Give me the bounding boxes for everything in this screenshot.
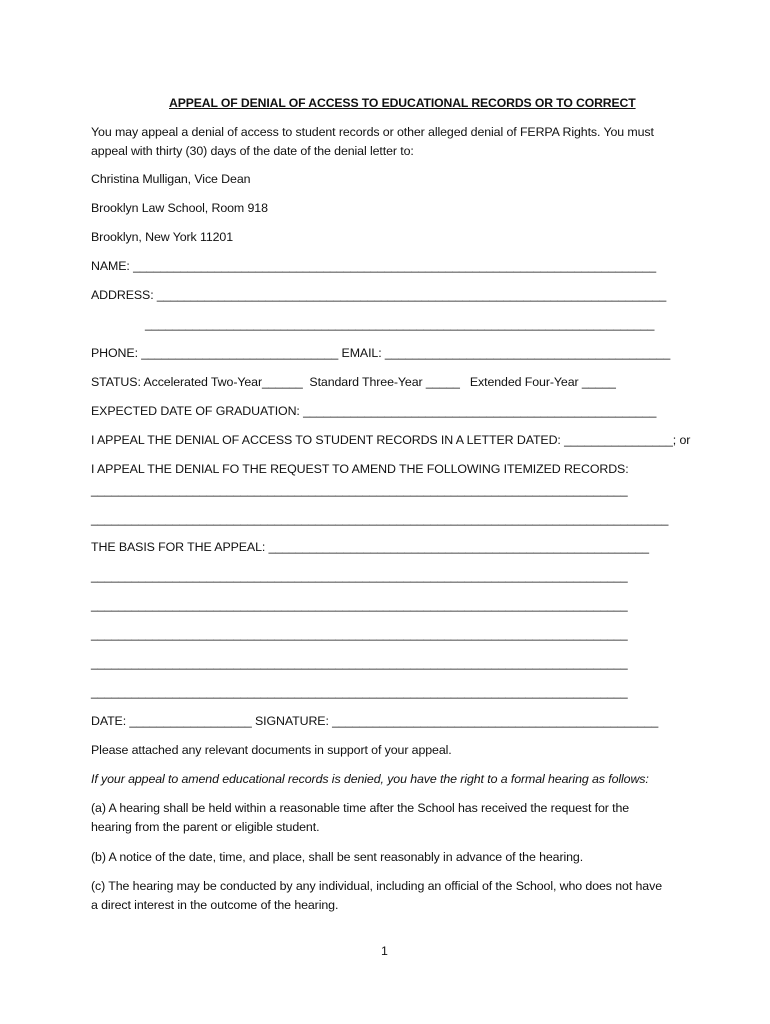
hearing-item-a: (a) A hearing shall be held within a reasonable time after the School has received the request for the hearing from the parent or eligible student.	[91, 801, 630, 834]
amend-records-line2[interactable]: _____________________________________________________________________________________	[91, 512, 669, 526]
contact-address-line2: Brooklyn, New York 11201	[91, 230, 234, 244]
name-field[interactable]: NAME: _____________________________________________________________________________	[91, 259, 656, 273]
address-field[interactable]: ADDRESS: ___________________________________________________________________________	[91, 288, 667, 302]
intro-paragraph: You may appeal a denial of access to student records or other alleged denial of FERPA Rights. You must appeal with thirty (30) days of the date of the denial letter to:	[91, 125, 654, 158]
attach-note: Please attached any relevant documents in support of your appeal.	[91, 743, 452, 757]
contact-name: Christina Mulligan, Vice Dean	[91, 172, 251, 186]
basis-line2[interactable]: _______________________________________________________________________________	[91, 598, 628, 612]
appeal-amend-label: I APPEAL THE DENIAL FO THE REQUEST TO AMEND THE FOLLOWING ITEMIZED RECORDS:	[91, 462, 629, 476]
basis-line3[interactable]: _______________________________________________________________________________	[91, 627, 628, 641]
basis-field[interactable]: THE BASIS FOR THE APPEAL: ________________________________________________________	[91, 540, 649, 554]
hearing-intro: If your appeal to amend educational records is denied, you have the right to a formal hearing as follows:	[91, 772, 649, 786]
address-field-line2[interactable]: ___________________________________________________________________________	[145, 317, 655, 331]
phone-email-field[interactable]: PHONE: _____________________________ EMAIL: __________________________________________	[91, 346, 671, 360]
basis-line1[interactable]: _______________________________________________________________________________	[91, 569, 628, 583]
document-title: APPEAL OF DENIAL OF ACCESS TO EDUCATIONAL RECORDS OR TO CORRECT	[169, 96, 636, 110]
hearing-item-b: (b) A notice of the date, time, and place, shall be sent reasonably in advance of the hearing.	[91, 850, 584, 864]
status-field[interactable]: STATUS: Accelerated Two-Year______ Standard Three-Year _____ Extended Four-Year _____	[91, 375, 616, 389]
hearing-item-c: (c) The hearing may be conducted by any individual, including an official of the School, who does not have a direct interest in the outcome of the hearing.	[91, 879, 662, 912]
amend-records-line1[interactable]: _______________________________________________________________________________	[91, 483, 628, 497]
graduation-date-field[interactable]: EXPECTED DATE OF GRADUATION: ____________________________________________________	[91, 404, 657, 418]
basis-line5[interactable]: _______________________________________________________________________________	[91, 685, 628, 699]
contact-address-line1: Brooklyn Law School, Room 918	[91, 201, 268, 215]
page-number: 1	[381, 944, 388, 958]
appeal-access-field[interactable]: I APPEAL THE DENIAL OF ACCESS TO STUDENT RECORDS IN A LETTER DATED: ________________; or	[91, 433, 691, 447]
date-signature-field[interactable]: DATE: __________________ SIGNATURE: ________________________________________________	[91, 714, 659, 728]
basis-line4[interactable]: _______________________________________________________________________________	[91, 656, 628, 670]
